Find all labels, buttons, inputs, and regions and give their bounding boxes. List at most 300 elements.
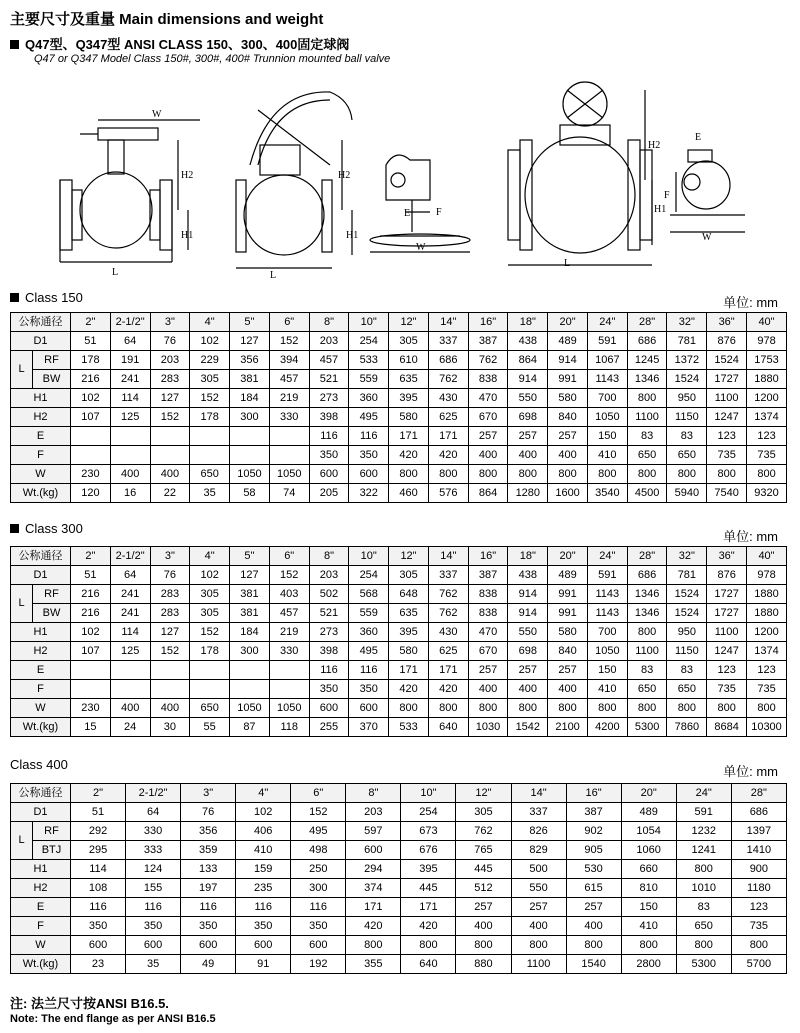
- header-size: 4": [190, 313, 230, 332]
- table-cell: 273: [309, 623, 349, 642]
- header-size: 2": [71, 784, 126, 803]
- table-cell: 600: [309, 699, 349, 718]
- table-cell: 550: [508, 389, 548, 408]
- table-cell: [230, 661, 270, 680]
- table-cell: 600: [291, 936, 346, 955]
- table-cell: 600: [181, 936, 236, 955]
- table-cell: [71, 427, 111, 446]
- lever-valve-drawing: [60, 120, 200, 262]
- table-row: [11, 718, 787, 737]
- table-cell: 257: [508, 427, 548, 446]
- header-size: 16": [468, 313, 508, 332]
- table-cell: 241: [110, 585, 150, 604]
- table-cell: 400: [150, 699, 190, 718]
- table-cell: 1050: [587, 408, 627, 427]
- table-cell: 1397: [731, 822, 786, 841]
- table-cell: 800: [587, 699, 627, 718]
- table-cell: 116: [181, 898, 236, 917]
- table-cell: 502: [309, 585, 349, 604]
- table-cell: 152: [150, 408, 190, 427]
- row-label: Wt.(kg): [11, 955, 71, 974]
- table-cell: 350: [181, 917, 236, 936]
- table-cell: 159: [236, 860, 291, 879]
- table-row: [11, 446, 787, 465]
- table-cell: 880: [456, 955, 511, 974]
- table-cell: 762: [428, 604, 468, 623]
- table-row: [11, 427, 787, 446]
- header-size: 6": [291, 784, 346, 803]
- table-cell: 51: [71, 332, 111, 351]
- subtitle-cn-text: Q47型、Q347型 ANSI CLASS 150、300、400固定球阀: [25, 37, 350, 52]
- table-cell: 902: [566, 822, 621, 841]
- table-cell: 400: [468, 446, 508, 465]
- header-size: 5": [230, 547, 270, 566]
- table-cell: 155: [126, 879, 181, 898]
- table-cell: 64: [126, 803, 181, 822]
- header-size: 12": [389, 313, 429, 332]
- table-cell: 686: [731, 803, 786, 822]
- table-cell: 350: [309, 680, 349, 699]
- table-cell: 840: [548, 408, 588, 427]
- header-size: 40": [747, 313, 787, 332]
- table-cell: 800: [508, 699, 548, 718]
- table-cell: 116: [309, 661, 349, 680]
- table-cell: 1010: [676, 879, 731, 898]
- table-cell: 1245: [627, 351, 667, 370]
- table-row: [11, 604, 787, 623]
- table-cell: 300: [230, 642, 270, 661]
- table-cell: [269, 661, 309, 680]
- table-cell: 124: [126, 860, 181, 879]
- table-cell: 102: [71, 623, 111, 642]
- table-cell: 305: [389, 566, 429, 585]
- unit-label: 单位: mm: [723, 529, 778, 544]
- table-row: [11, 370, 787, 389]
- label-e-2: E: [695, 132, 702, 143]
- table-cell: 410: [236, 841, 291, 860]
- header-size: 20": [548, 313, 588, 332]
- table-cell: 800: [627, 389, 667, 408]
- table-cell: 350: [309, 446, 349, 465]
- table-cell: 350: [126, 917, 181, 936]
- table-cell: 1374: [747, 408, 787, 427]
- table-cell: 650: [676, 917, 731, 936]
- label-h2-2: H2: [338, 170, 351, 181]
- label-e-1: E: [404, 208, 411, 219]
- table-cell: 257: [566, 898, 621, 917]
- table-cell: 460: [389, 484, 429, 503]
- table-cell: [230, 680, 270, 699]
- table-row: [11, 465, 787, 484]
- table-cell: 400: [508, 446, 548, 465]
- header-size: 14": [428, 313, 468, 332]
- table-cell: 650: [627, 680, 667, 699]
- label-l-2: L: [270, 270, 277, 281]
- label-h1-3: H1: [654, 204, 667, 215]
- table-cell: [269, 427, 309, 446]
- table-cell: 1542: [508, 718, 548, 737]
- table-cell: 123: [707, 427, 747, 446]
- table-cell: 1100: [627, 642, 667, 661]
- table-cell: 1200: [747, 389, 787, 408]
- table-cell: 438: [508, 332, 548, 351]
- table-cell: 838: [468, 370, 508, 389]
- header-size: 3": [150, 313, 190, 332]
- table-cell: 800: [428, 699, 468, 718]
- table-cell: 600: [71, 936, 126, 955]
- table-cell: 203: [346, 803, 401, 822]
- table-cell: 600: [346, 841, 401, 860]
- table-header-row: [11, 313, 787, 332]
- table-cell: 381: [230, 604, 270, 623]
- header-size: 2-1/2": [110, 313, 150, 332]
- table-cell: 533: [349, 351, 389, 370]
- header-size: 20": [548, 547, 588, 566]
- unit-label: 单位: mm: [723, 764, 778, 779]
- bullet-square-icon: [10, 524, 19, 533]
- header-corner: 公称通径: [11, 547, 71, 566]
- table-cell: 125: [110, 408, 150, 427]
- table-cell: 991: [548, 585, 588, 604]
- table-cell: 178: [190, 642, 230, 661]
- header-size: 2-1/2": [126, 784, 181, 803]
- table-cell: 800: [428, 465, 468, 484]
- table-cell: 1524: [707, 351, 747, 370]
- table-cell: [150, 446, 190, 465]
- page-title: 主要尺寸及重量 Main dimensions and weight: [10, 11, 324, 28]
- table-cell: 1410: [731, 841, 786, 860]
- section-title: Class 400: [10, 757, 68, 772]
- table-header-row: [11, 784, 787, 803]
- table-cell: 635: [389, 604, 429, 623]
- row-group-label: L: [11, 351, 33, 389]
- table-cell: 489: [548, 566, 588, 585]
- table-cell: 1880: [747, 604, 787, 623]
- row-label: H2: [11, 408, 71, 427]
- table-cell: 87: [230, 718, 270, 737]
- table-cell: 35: [190, 484, 230, 503]
- table-cell: 781: [667, 566, 707, 585]
- table-cell: 500: [511, 860, 566, 879]
- table-cell: 150: [621, 898, 676, 917]
- table-cell: [150, 680, 190, 699]
- table-cell: [269, 446, 309, 465]
- table-cell: 114: [71, 860, 126, 879]
- table-cell: 1054: [621, 822, 676, 841]
- header-size: 12": [456, 784, 511, 803]
- header-size: 6": [269, 313, 309, 332]
- table-cell: 257: [456, 898, 511, 917]
- table-cell: [190, 680, 230, 699]
- row-label: H2: [11, 879, 71, 898]
- table-cell: 430: [428, 389, 468, 408]
- label-f-1: F: [436, 207, 442, 218]
- table-cell: 350: [236, 917, 291, 936]
- table-cell: 420: [346, 917, 401, 936]
- table-row: [11, 803, 787, 822]
- header-size: 10": [349, 313, 389, 332]
- table-class-400: [10, 783, 787, 974]
- table-cell: 735: [707, 446, 747, 465]
- table-cell: 1050: [230, 699, 270, 718]
- table-cell: 294: [346, 860, 401, 879]
- table-cell: 257: [508, 661, 548, 680]
- table-cell: 360: [349, 623, 389, 642]
- header-size: 3": [181, 784, 236, 803]
- table-cell: 420: [428, 680, 468, 699]
- table-cell: 127: [230, 566, 270, 585]
- header-size: 40": [747, 547, 787, 566]
- table-cell: 171: [428, 661, 468, 680]
- table-cell: 1880: [747, 370, 787, 389]
- table-cell: 192: [291, 955, 346, 974]
- table-row: [11, 351, 787, 370]
- table-cell: 127: [150, 623, 190, 642]
- table-cell: 123: [731, 898, 786, 917]
- table-cell: 8684: [707, 718, 747, 737]
- table-cell: 5300: [676, 955, 731, 974]
- header-size: 18": [508, 313, 548, 332]
- table-cell: 337: [428, 566, 468, 585]
- table-cell: 438: [508, 566, 548, 585]
- table-cell: 1180: [731, 879, 786, 898]
- table-cell: 1100: [511, 955, 566, 974]
- table-cell: 650: [627, 446, 667, 465]
- table-cell: 387: [566, 803, 621, 822]
- table-cell: 127: [150, 389, 190, 408]
- table-cell: 171: [389, 427, 429, 446]
- table-cell: [190, 427, 230, 446]
- table-cell: 905: [566, 841, 621, 860]
- table-cell: 597: [346, 822, 401, 841]
- table-cell: 83: [667, 661, 707, 680]
- table-cell: 686: [627, 332, 667, 351]
- row-label: H2: [11, 642, 71, 661]
- table-cell: 600: [349, 465, 389, 484]
- table-cell: 123: [707, 661, 747, 680]
- table-cell: 381: [230, 585, 270, 604]
- table-cell: 781: [667, 332, 707, 351]
- table-cell: 387: [468, 332, 508, 351]
- table-cell: 600: [309, 465, 349, 484]
- table-cell: 254: [349, 332, 389, 351]
- table-cell: 257: [511, 898, 566, 917]
- row-label: D1: [11, 332, 71, 351]
- row-group-label: L: [11, 585, 33, 623]
- table-cell: 74: [269, 484, 309, 503]
- table-cell: 300: [291, 879, 346, 898]
- table-cell: 1241: [676, 841, 731, 860]
- table-cell: 876: [707, 566, 747, 585]
- table-cell: 257: [548, 661, 588, 680]
- table-cell: 171: [346, 898, 401, 917]
- table-cell: 400: [110, 465, 150, 484]
- header-size: 8": [309, 547, 349, 566]
- table-cell: 735: [731, 917, 786, 936]
- table-row: [11, 917, 787, 936]
- table-cell: 116: [349, 661, 389, 680]
- row-label: W: [11, 699, 71, 718]
- table-cell: 800: [456, 936, 511, 955]
- section-title: Class 150: [25, 290, 83, 305]
- table-cell: 762: [428, 370, 468, 389]
- table-cell: 152: [190, 623, 230, 642]
- row-label: RF: [33, 585, 71, 604]
- table-cell: 241: [110, 370, 150, 389]
- large-valve-front-drawing: [508, 82, 652, 265]
- table-cell: 800: [627, 465, 667, 484]
- table-row: [11, 642, 787, 661]
- section-class-400: [10, 757, 68, 772]
- table-cell: 355: [346, 955, 401, 974]
- table-cell: [71, 661, 111, 680]
- table-cell: 600: [126, 936, 181, 955]
- label-h1-1: H1: [181, 230, 194, 241]
- table-cell: 800: [548, 699, 588, 718]
- table-cell: 648: [389, 585, 429, 604]
- table-row: [11, 879, 787, 898]
- table-cell: 322: [349, 484, 389, 503]
- table-cell: 257: [468, 427, 508, 446]
- table-cell: 4500: [627, 484, 667, 503]
- table-cell: 512: [456, 879, 511, 898]
- table-cell: 1524: [667, 585, 707, 604]
- table-cell: 359: [181, 841, 236, 860]
- table-cell: 650: [667, 446, 707, 465]
- table-cell: 410: [587, 680, 627, 699]
- table-cell: 533: [389, 718, 429, 737]
- bullet-square-icon: [10, 293, 19, 302]
- table-cell: 1050: [269, 465, 309, 484]
- table-cell: 445: [456, 860, 511, 879]
- table-cell: 5700: [731, 955, 786, 974]
- table-cell: 273: [309, 389, 349, 408]
- header-size: 4": [236, 784, 291, 803]
- table-cell: 178: [190, 408, 230, 427]
- header-size: 2": [71, 313, 111, 332]
- row-label: D1: [11, 803, 71, 822]
- table-cell: 123: [747, 427, 787, 446]
- table-cell: 400: [548, 446, 588, 465]
- gear-valve-drawing: [236, 92, 352, 268]
- row-label: F: [11, 446, 71, 465]
- table-cell: 305: [190, 604, 230, 623]
- table-cell: 1060: [621, 841, 676, 860]
- row-label: D1: [11, 566, 71, 585]
- table-cell: 580: [389, 408, 429, 427]
- table-cell: 114: [110, 389, 150, 408]
- table-cell: 102: [190, 566, 230, 585]
- table-cell: 400: [566, 917, 621, 936]
- table-cell: 838: [468, 585, 508, 604]
- table-cell: 762: [428, 585, 468, 604]
- table-cell: 23: [71, 955, 126, 974]
- table-cell: 1727: [707, 370, 747, 389]
- table-cell: 640: [428, 718, 468, 737]
- table-cell: [190, 661, 230, 680]
- valve-drawings: [0, 72, 800, 282]
- table-cell: 400: [468, 680, 508, 699]
- table-cell: 64: [110, 332, 150, 351]
- table-cell: 337: [511, 803, 566, 822]
- table-cell: 800: [707, 465, 747, 484]
- table-cell: 83: [627, 661, 667, 680]
- table-cell: 1372: [667, 351, 707, 370]
- table-cell: 591: [587, 566, 627, 585]
- table-cell: 470: [468, 623, 508, 642]
- table-cell: 420: [401, 917, 456, 936]
- table-row: [11, 898, 787, 917]
- table-cell: [110, 427, 150, 446]
- table-cell: 360: [349, 389, 389, 408]
- table-cell: 257: [548, 427, 588, 446]
- subtitle-cn: [10, 34, 349, 53]
- table-cell: 398: [309, 642, 349, 661]
- table-cell: 133: [181, 860, 236, 879]
- header-size: 32": [667, 547, 707, 566]
- table-cell: 300: [230, 408, 270, 427]
- table-cell: 283: [150, 370, 190, 389]
- table-cell: 330: [126, 822, 181, 841]
- table-cell: 102: [236, 803, 291, 822]
- table-cell: 800: [566, 936, 621, 955]
- table-cell: 350: [71, 917, 126, 936]
- table-cell: 686: [428, 351, 468, 370]
- table-cell: 125: [110, 642, 150, 661]
- table-cell: 495: [291, 822, 346, 841]
- table-cell: 420: [389, 446, 429, 465]
- table-cell: 576: [428, 484, 468, 503]
- row-label: F: [11, 917, 71, 936]
- header-size: 24": [587, 547, 627, 566]
- table-cell: 914: [508, 370, 548, 389]
- table-cell: 400: [456, 917, 511, 936]
- table-cell: [230, 446, 270, 465]
- table-cell: 800: [627, 699, 667, 718]
- table-cell: 58: [230, 484, 270, 503]
- table-cell: 420: [389, 680, 429, 699]
- row-label: E: [11, 427, 71, 446]
- table-cell: 735: [707, 680, 747, 699]
- table-cell: 610: [389, 351, 429, 370]
- table-cell: 700: [587, 389, 627, 408]
- table-cell: 559: [349, 370, 389, 389]
- table-cell: 800: [627, 623, 667, 642]
- table-cell: 76: [150, 566, 190, 585]
- header-size: 32": [667, 313, 707, 332]
- header-size: 3": [150, 547, 190, 566]
- table-cell: 800: [747, 699, 787, 718]
- row-label: RF: [33, 822, 71, 841]
- table-cell: [110, 661, 150, 680]
- header-size: 10": [349, 547, 389, 566]
- table-cell: 400: [150, 465, 190, 484]
- table-cell: 120: [71, 484, 111, 503]
- label-h2-3: H2: [648, 140, 661, 151]
- table-cell: 1600: [548, 484, 588, 503]
- section-class-300: [10, 521, 83, 536]
- table-cell: [110, 446, 150, 465]
- header-size: 6": [269, 547, 309, 566]
- table-cell: 9320: [747, 484, 787, 503]
- table-cell: 1050: [230, 465, 270, 484]
- table-cell: [150, 427, 190, 446]
- table-cell: 330: [269, 408, 309, 427]
- section-title: Class 300: [25, 521, 83, 536]
- table-cell: 1143: [587, 604, 627, 623]
- table-cell: 864: [468, 484, 508, 503]
- table-cell: 216: [71, 604, 111, 623]
